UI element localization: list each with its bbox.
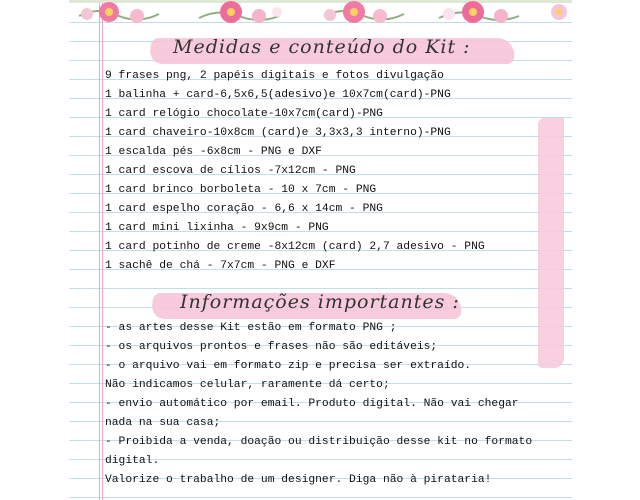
list-item: - as artes desse Kit estão em formato PNG ; bbox=[105, 322, 397, 334]
list-item: 1 card escova de cílios -7x12cm - PNG bbox=[105, 165, 356, 177]
list-item: Não indicamos celular, raramente dá certo; bbox=[105, 379, 390, 391]
list-item: 1 balinha + card-6,5x6,5(adesivo)e 10x7cm(card)-PNG bbox=[105, 89, 451, 101]
list-item: Valorize o trabalho de um designer. Diga não à pirataria! bbox=[105, 474, 492, 486]
flower-cluster bbox=[439, 1, 519, 23]
list-item: 9 frases png, 2 papéis digitais e fotos divulgação bbox=[105, 70, 444, 82]
floral-border bbox=[69, 0, 572, 26]
section-title-measures: Medidas e conteúdo do Kit : bbox=[173, 36, 471, 58]
list-item: nada na sua casa; bbox=[105, 417, 221, 429]
flower-cluster bbox=[199, 1, 282, 23]
margin-line bbox=[99, 0, 100, 500]
list-item: 1 card brinco borboleta - 10 x 7cm - PNG bbox=[105, 184, 377, 196]
margin-line bbox=[102, 0, 103, 500]
list-item: 1 card mini lixinha - 9x9cm - PNG bbox=[105, 222, 329, 234]
section-title-info: Informações importantes : bbox=[180, 291, 460, 313]
list-item: - o arquivo vai em formato zip e precisa ser extraído. bbox=[105, 360, 472, 372]
list-item: 1 card potinho de creme -8x12cm (card) 2,7 adesivo - PNG bbox=[105, 241, 485, 253]
flower-cluster bbox=[551, 4, 567, 20]
list-item: 1 escalda pés -6x8cm - PNG e DXF bbox=[105, 146, 322, 158]
list-item: - os arquivos prontos e frases não são editáveis; bbox=[105, 341, 438, 353]
list-item: 1 card relógio chocolate-10x7cm(card)-PNG bbox=[105, 108, 383, 120]
pink-brush-stroke bbox=[538, 118, 564, 368]
list-item: 1 card espelho coração - 6,6 x 14cm - PNG bbox=[105, 203, 383, 215]
list-item: - Proibida a venda, doação ou distribuição desse kit no formato bbox=[105, 436, 533, 448]
list-item: 1 card chaveiro-10x8cm (card)e 3,3x3,3 interno)-PNG bbox=[105, 127, 451, 139]
list-item: 1 sachê de chá - 7x7cm - PNG e DXF bbox=[105, 260, 336, 272]
list-item: digital. bbox=[105, 455, 160, 467]
flower-cluster bbox=[79, 2, 159, 23]
list-item: - envio automático por email. Produto digital. Não vai chegar bbox=[105, 398, 519, 410]
flower-cluster bbox=[324, 1, 404, 23]
